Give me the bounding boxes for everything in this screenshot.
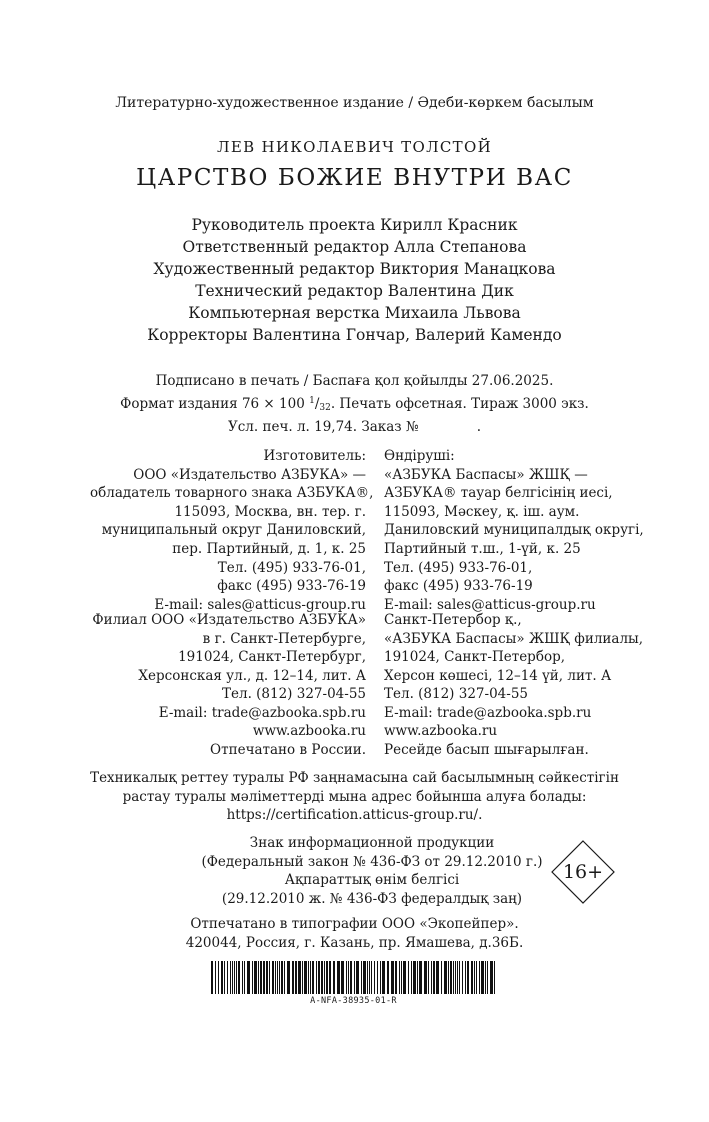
branch-kz-line: Херсон көшесі, 12–14 үй, лит. А <box>384 667 612 684</box>
barcode-bar <box>436 961 439 994</box>
info-sign-block <box>190 834 554 908</box>
barcode-bar <box>424 961 427 994</box>
branch-ru-line: в г. Санкт-Петербурге, <box>202 630 366 647</box>
barcode-bar <box>321 961 323 994</box>
barcode-bar <box>371 961 372 994</box>
barcode-bar <box>401 961 402 994</box>
branch-kz-line: Тел. (812) 327-04-55 <box>384 686 528 703</box>
barcode-bar <box>453 961 454 994</box>
barcode-bar <box>215 961 216 994</box>
barcode-bar <box>455 961 456 994</box>
barcode-bar <box>272 961 274 994</box>
barcode-bar <box>433 961 435 994</box>
print-info-block <box>0 372 709 438</box>
barcode-bar <box>310 961 311 994</box>
barcode-bar <box>260 961 262 994</box>
manufacturer-ru-line: обладатель товарного знака АЗБУКА®, <box>90 485 374 502</box>
web-kz <box>384 722 684 759</box>
barcode-bar <box>408 961 409 994</box>
credit-line: Компьютерная верстка Михаила Львова <box>188 304 521 322</box>
barcode-bar <box>242 961 243 994</box>
printing-house-block <box>0 915 709 952</box>
manufacturer-ru-line: Изготовитель: <box>263 448 366 464</box>
barcode-bar <box>277 961 278 994</box>
barcode-bar <box>490 961 493 994</box>
barcode-bar <box>238 961 240 994</box>
printed-in-ru: Отпечатано в России. <box>210 741 366 758</box>
barcode-bar <box>298 961 301 994</box>
barcode-bar <box>354 961 355 994</box>
barcode-bar <box>417 961 418 994</box>
barcode-bar <box>356 961 359 994</box>
manufacturer-ru-line: 115093, Москва, вн. тер. г. <box>174 503 366 520</box>
certification-url: https://certification.atticus-group.ru/. <box>226 807 483 824</box>
barcode-bar <box>467 961 469 994</box>
barcode-bar <box>494 961 495 994</box>
credit-line: Корректоры Валентина Гончар, Валерий Камендо <box>147 326 562 344</box>
website-kz: www.azbooka.ru <box>384 723 498 739</box>
barcode-bar <box>266 961 268 994</box>
barcode-bar <box>487 961 488 994</box>
barcode-bar <box>224 961 225 994</box>
barcode-bar <box>218 961 219 994</box>
manufacturer-kz-line: АЗБУКА® тауар белгісінің иесі, <box>384 485 613 502</box>
manufacturer-kz-line: 115093, Мәскеу, қ. іш. аум. <box>384 503 580 520</box>
barcode-bar <box>269 961 270 994</box>
barcode-bar <box>247 961 250 994</box>
web-ru <box>90 722 366 759</box>
barcode-bar <box>275 961 276 994</box>
barcode-bar <box>333 961 335 994</box>
barcode-bar <box>284 961 285 994</box>
book-title: ЦАРСТВО БОЖИЕ ВНУТРИ ВАС <box>136 165 573 191</box>
certification-block <box>0 769 709 825</box>
info-sign-line: (Федеральный закон № 436-ФЗ от 29.12.2010 г.) <box>201 853 543 870</box>
barcode-bar <box>348 961 349 994</box>
sheets-line <box>0 418 709 438</box>
barcode-bar <box>444 961 447 994</box>
sheets-text: Усл. печ. л. 19,74. Заказ № <box>227 419 419 435</box>
barcode-bar <box>457 961 458 994</box>
barcode-bar <box>382 961 385 994</box>
credit-line: Художественный редактор Виктория Манацкова <box>153 260 556 278</box>
signed-date: Подписано в печать / Баспаға қол қойылды 27.06.2025. <box>155 373 554 389</box>
branch-kz <box>384 611 684 723</box>
barcode-bar <box>258 961 259 994</box>
barcode-bar <box>221 961 223 994</box>
barcode-bar <box>448 961 449 994</box>
info-sign-line: Знак информационной продукции <box>249 835 495 851</box>
barcode-bar <box>459 961 460 994</box>
barcode-bar <box>230 961 231 994</box>
barcode-bar <box>234 961 235 994</box>
barcode-bar <box>302 961 303 994</box>
manufacturer-kz-line: факс (495) 933-76-19 <box>384 578 533 595</box>
barcode-bar <box>428 961 429 994</box>
barcode-bar <box>232 961 233 994</box>
barcode-bar <box>479 961 480 994</box>
barcode-bar <box>450 961 452 994</box>
manufacturer-kz-line: Даниловский муниципалдық округі, <box>384 522 644 539</box>
format-prefix: Формат издания 76 × 100 <box>120 395 305 412</box>
barcode-bar <box>413 961 416 994</box>
barcode-bar <box>329 961 331 994</box>
barcode-bar <box>403 961 406 994</box>
barcode-bar <box>431 961 432 994</box>
credits-block <box>0 214 709 346</box>
barcode-bar <box>295 961 297 994</box>
barcode-bar <box>387 961 389 994</box>
format-numerator: 1 <box>309 395 315 406</box>
manufacturer-kz-line: Өндіруші: <box>384 448 455 464</box>
branch-kz-line: 191024, Санкт-Петербор, <box>384 649 566 666</box>
barcode-bar <box>374 961 375 994</box>
credit-line: Руководитель проекта Кирилл Красник <box>191 216 518 234</box>
printing-house-line: Отпечатано в типографии ООО «Экопейпер». <box>190 916 519 932</box>
barcode-bar <box>316 961 317 994</box>
barcode-bar <box>324 961 325 994</box>
barcode-bar <box>254 961 257 994</box>
manufacturer-ru <box>90 447 374 614</box>
format-slash: / <box>314 395 320 412</box>
branch-kz-email: E-mail: trade@azbooka.spb.ru <box>384 704 592 721</box>
barcode-code: A-NFA-38935-01-R <box>310 996 397 1006</box>
manufacturer-kz-email: E-mail: sales@atticus-group.ru <box>384 596 596 613</box>
barcode-bar <box>377 961 378 994</box>
printing-house-address: 420044, Россия, г. Казань, пр. Ямашева, д.36Б. <box>185 934 524 951</box>
website-ru: www.azbooka.ru <box>252 723 366 739</box>
branch-ru-line: Херсонская ул., д. 12–14, лит. А <box>138 667 366 684</box>
credit-line: Ответственный редактор Алла Степанова <box>182 238 527 256</box>
info-sign-line: Ақпараттық өнім белгісі <box>284 872 460 889</box>
branch-ru-line: 191024, Санкт-Петербург, <box>178 649 366 666</box>
branch-ru-email: E-mail: trade@azbooka.spb.ru <box>158 704 366 721</box>
barcode-bar <box>367 961 368 994</box>
age-rating-label: 16+ <box>562 861 604 883</box>
barcode-bar <box>471 961 473 994</box>
barcode-bar <box>292 961 294 994</box>
barcode-bar <box>318 961 320 994</box>
certification-line: Техникалық реттеу туралы РФ заңнамасына сай басылымның сәйкестігін <box>90 770 619 786</box>
author-name: ЛЕВ НИКОЛАЕВИЧ ТОЛСТОЙ <box>217 138 492 156</box>
branch-ru <box>90 611 366 723</box>
barcode-bar <box>474 961 475 994</box>
branch-ru-line: Филиал ООО «Издательство АЗБУКА» <box>92 612 366 628</box>
barcode-bar <box>304 961 307 994</box>
manufacturer-kz-line: Тел. (495) 933-76-01, <box>384 559 533 576</box>
barcode-bar <box>419 961 422 994</box>
manufacturer-kz-line: «АЗБУКА Баспасы» ЖШҚ — <box>384 466 588 483</box>
barcode-bar <box>281 961 283 994</box>
barcode-bar <box>485 961 486 994</box>
manufacturer-kz-line: Партийный т.ш., 1-үй, к. 25 <box>384 540 581 557</box>
edition-type: Литературно-художественное издание / Әдеби-көркем басылым <box>115 95 594 111</box>
certification-line: растау туралы мәліметтерді мына адрес бойынша алуға болады: <box>122 788 587 805</box>
barcode-bar <box>244 961 245 994</box>
barcode-bar <box>337 961 340 994</box>
sheets-end: . <box>476 419 482 435</box>
barcode-bar <box>462 961 463 994</box>
barcode-bar <box>252 961 253 994</box>
barcode-bar <box>399 961 400 994</box>
barcode-bar <box>476 961 477 994</box>
manufacturer-ru-line: муниципальный округ Даниловский, <box>101 522 366 539</box>
info-sign-line: (29.12.2010 ж. № 436-ФЗ федералдық заң) <box>221 890 523 907</box>
branch-kz-line: Санкт-Петербор қ., <box>384 612 522 628</box>
barcode-bar <box>363 961 366 994</box>
barcode-bar <box>211 961 213 994</box>
barcode-bar <box>263 961 265 994</box>
branch-kz-line: «АЗБУКА Баспасы» ЖШҚ филиалы, <box>384 630 644 647</box>
printed-in-kz: Ресейде басып шығарылған. <box>384 741 589 758</box>
barcode-icon <box>211 961 496 994</box>
barcode-bar <box>441 961 442 994</box>
barcode-bar <box>279 961 280 994</box>
barcode-bar <box>227 961 228 994</box>
manufacturer-ru-email: E-mail: sales@atticus-group.ru <box>154 596 366 613</box>
manufacturer-ru-line: пер. Партийный, д. 1, к. 25 <box>172 540 366 557</box>
barcode-bar <box>346 961 347 994</box>
barcode-bar <box>312 961 314 994</box>
format-line <box>0 392 709 419</box>
barcode-bar <box>287 961 290 994</box>
barcode-bar <box>411 961 412 994</box>
barcode-bar <box>350 961 352 994</box>
barcode-bar <box>380 961 381 994</box>
format-denominator: 32 <box>319 402 331 413</box>
manufacturer-ru-line: факс (495) 933-76-19 <box>217 578 366 595</box>
barcode-bar <box>341 961 344 994</box>
manufacturer-kz <box>384 447 684 614</box>
barcode-bar <box>236 961 237 994</box>
format-suffix: . Печать офсетная. Тираж 3000 экз. <box>330 395 589 412</box>
barcode-bar <box>361 961 362 994</box>
manufacturer-ru-line: Тел. (495) 933-76-01, <box>217 559 366 576</box>
credit-line: Технический редактор Валентина Дик <box>195 282 514 300</box>
barcode-bar <box>369 961 370 994</box>
barcode-bar <box>326 961 328 994</box>
manufacturer-ru-line: ООО «Издательство АЗБУКА» — <box>133 466 366 483</box>
barcode-bar <box>395 961 397 994</box>
barcode-bar <box>465 961 466 994</box>
barcode-bar <box>391 961 394 994</box>
barcode-bar <box>308 961 309 994</box>
branch-ru-line: Тел. (812) 327-04-55 <box>222 686 366 703</box>
barcode-bar <box>481 961 484 994</box>
